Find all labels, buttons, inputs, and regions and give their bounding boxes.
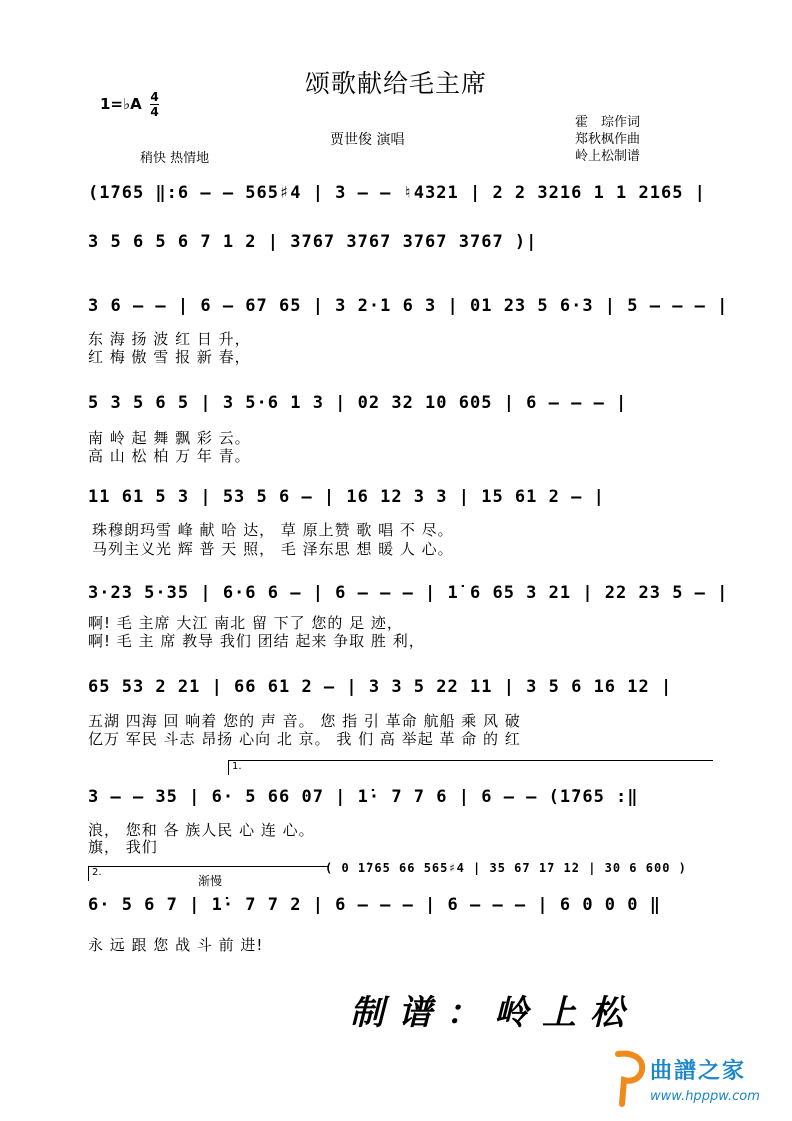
singer-credit: 贾世俊 演唱 [330,132,405,148]
volta-bracket-1 [228,760,713,775]
lyric-line-5b: 马列主义光 辉 普 天 照， 毛 泽东思 想 暖 人 心。 [92,540,454,558]
score-line-9: 6· 5 6 7 | 1̇· 7 7 2 | 6 – – – | 6 – – – | 6 0 0 0 ‖ [88,895,661,915]
site-url[interactable]: www.hpppw.com [650,1089,760,1104]
lyric-line-7a: 五湖 四海 回 响着 您的 声 音。 您 指 引 革命 航船 乘 风 破 [88,712,521,730]
score-line-1: (1̇765 ‖:6 – – 565♯4 | 3 – – ♮4321 | 2 2 3216 1 1 2165 | [88,183,706,203]
lyric-line-6a: 啊! 毛 主席 大江 南北 留 下了 您的 足 迹， [88,614,403,632]
score-line-3: 3 6 – – | 6 – 67 65 | 3 2·1 6 3 | 01 23 5 6·3 | 5 – – – | [88,296,729,316]
ritardando-marking: 渐慢 [198,874,223,888]
score-line-2: 3 5 6 5 6 7 1 2 | 3767 3767 3767 3767 )| [88,232,538,252]
meter-top: 4 [150,90,159,104]
song-title: 颂歌献给毛主席 [304,69,487,98]
score-line-7: 65 53 2 21 | 66 61 2 – | 3 3 5 22 11 | 3 5 6 16 12 | [88,677,673,697]
lyric-line-3a: 东 海 扬 波 红 日 升， [88,330,251,348]
site-watermark [612,1048,782,1113]
arranger-credit: 岭上松制谱 [575,149,641,164]
site-logo-icon [612,1048,648,1108]
volta-2-label: 2. [92,867,102,878]
volta-1-label: 1. [232,761,242,772]
lyric-line-6b: 啊! 毛 主 席 教导 我们 团结 起来 争取 胜 利， [88,632,425,650]
score-line-9-accompaniment: ( 0 1̇765 66 565♯4 | 35 67 1̇7 1̇2 | 30 6 600 ) [325,861,687,875]
key-signature: 1=♭A [100,95,142,113]
lyric-line-4b: 高 山 松 柏 万 年 青。 [88,447,251,465]
lyric-line-3b: 红 梅 傲 雪 报 新 春， [88,348,251,366]
score-line-6: 3·23 5·35 | 6·6 6 – | 6 – – – | 1̇ 6 65 3 21 | 22 23 5 – | [88,583,729,603]
score-line-4: 5 3 5 6 5 | 3 5·6 1 3 | 02 32 10 605 | 6 – – – | [88,393,628,413]
score-line-8: 3 – – 35 | 6· 5 66 07 | 1̇· 7 7 6 | 6 – – (1̇765 :‖ [88,787,639,807]
lyric-line-7b: 亿万 军民 斗志 昂扬 心向 北 京。 我 们 高 举起 革 命 的 红 [88,730,521,748]
lyricist-credit: 霍 琮作词 [575,115,641,130]
score-line-5: 11 61 5 3 | 53 5 6 – | 16 12 3 3 | 15 61 2 – | [88,487,605,507]
meter-bottom: 4 [150,105,159,119]
composer-credit: 郑秋枫作曲 [575,132,641,147]
lyric-line-8b: 旗， 我们 [88,838,158,856]
handwritten-signature: 制谱：岭上松 [350,993,638,1033]
lyric-line-5a: 珠穆朗玛雪 峰 献 哈 达， 草 原上赞 歌 唱 不 尽。 [92,521,454,539]
lyric-line-9: 永 远 跟 您 战 斗 前 进! [88,936,264,954]
tempo-marking: 稍快 热情地 [140,151,210,166]
time-signature [150,91,159,118]
site-name: 曲譜之家 [650,1059,747,1084]
lyric-line-8a: 浪， 您和 各 族人民 心 连 心。 [88,821,315,839]
lyric-line-4a: 南 岭 起 舞 飘 彩 云。 [88,429,251,447]
